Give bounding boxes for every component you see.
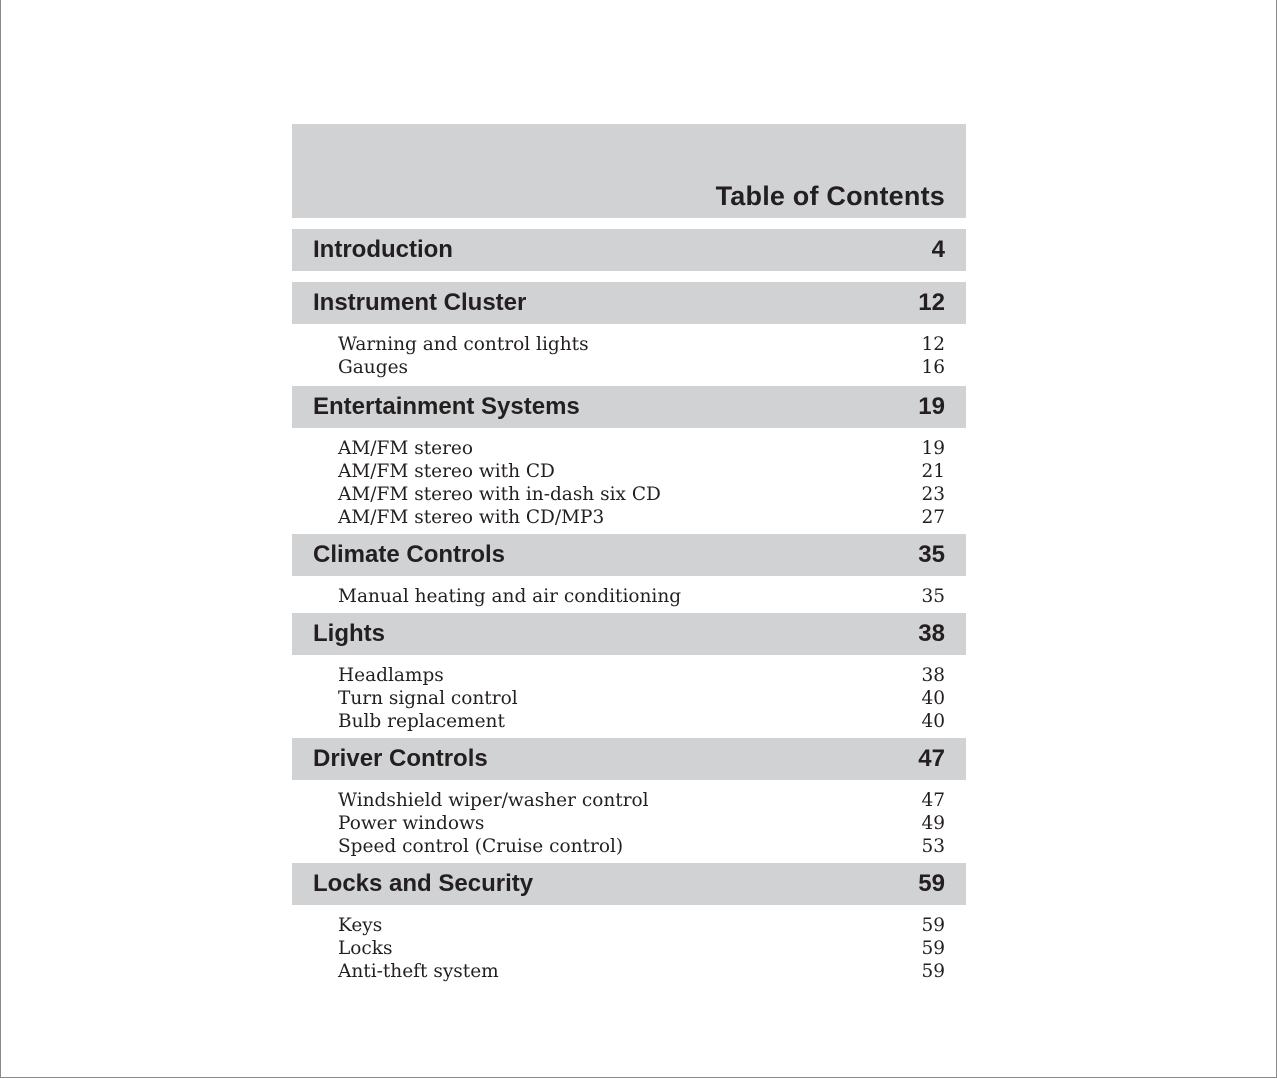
toc-entry[interactable] xyxy=(338,506,945,529)
section-heading[interactable] xyxy=(292,534,966,576)
section-title: Introduction xyxy=(313,236,453,263)
toc-section-entertainment-systems xyxy=(292,386,966,532)
section-entries xyxy=(292,780,966,861)
section-entries xyxy=(292,655,966,736)
toc-section-lights xyxy=(292,613,966,736)
section-page-number: 59 xyxy=(918,870,945,897)
entry-page-number: 59 xyxy=(921,938,945,959)
toc-header xyxy=(292,124,966,218)
entry-label: Headlamps xyxy=(338,665,444,686)
entry-page-number: 12 xyxy=(921,334,945,355)
entry-page-number: 27 xyxy=(921,507,945,528)
section-title: Instrument Cluster xyxy=(313,289,527,316)
entry-label: AM/FM stereo with in-dash six CD xyxy=(338,484,661,505)
entry-page-number: 19 xyxy=(921,438,945,459)
toc-entry[interactable] xyxy=(338,664,945,687)
section-entries xyxy=(292,576,966,611)
section-heading[interactable] xyxy=(292,229,966,271)
section-page-number: 19 xyxy=(918,393,945,420)
section-heading[interactable] xyxy=(292,863,966,905)
toc-entry[interactable] xyxy=(338,460,945,483)
toc-entry[interactable] xyxy=(338,687,945,710)
toc-section-climate-controls xyxy=(292,534,966,611)
entry-label: Anti-theft system xyxy=(338,961,499,982)
section-title: Locks and Security xyxy=(313,870,534,897)
toc-entry[interactable] xyxy=(338,333,945,356)
section-page-number: 38 xyxy=(918,620,945,647)
section-heading[interactable] xyxy=(292,613,966,655)
entry-page-number: 40 xyxy=(921,688,945,709)
section-heading[interactable] xyxy=(292,738,966,780)
toc-entry[interactable] xyxy=(338,812,945,835)
section-entries xyxy=(292,428,966,532)
toc-entry[interactable] xyxy=(338,483,945,506)
section-entries xyxy=(292,905,966,986)
section-page-number: 35 xyxy=(918,541,945,568)
entry-label: Speed control (Cruise control) xyxy=(338,836,624,857)
entry-page-number: 38 xyxy=(921,665,945,686)
section-page-number: 4 xyxy=(931,236,945,263)
toc-entry[interactable] xyxy=(338,585,945,608)
toc-entry[interactable] xyxy=(338,789,945,812)
entry-page-number: 23 xyxy=(921,484,945,505)
section-title: Entertainment Systems xyxy=(313,393,580,420)
table-of-contents xyxy=(292,124,966,986)
entry-label: Keys xyxy=(338,915,383,936)
toc-entry[interactable] xyxy=(338,710,945,733)
toc-entry[interactable] xyxy=(338,960,945,983)
entry-label: Power windows xyxy=(338,813,485,834)
entry-page-number: 53 xyxy=(921,836,945,857)
section-page-number: 47 xyxy=(918,745,945,772)
entry-page-number: 59 xyxy=(921,915,945,936)
entry-label: Windshield wiper/washer control xyxy=(338,790,649,811)
entry-page-number: 47 xyxy=(921,790,945,811)
section-title: Lights xyxy=(313,620,385,647)
section-entries xyxy=(292,324,966,382)
toc-section-locks-and-security xyxy=(292,863,966,986)
toc-section-driver-controls xyxy=(292,738,966,861)
toc-entry[interactable] xyxy=(338,437,945,460)
entry-label: Gauges xyxy=(338,357,409,378)
toc-entry[interactable] xyxy=(338,937,945,960)
entry-label: AM/FM stereo with CD xyxy=(338,461,555,482)
toc-section-instrument-cluster xyxy=(292,282,966,382)
entry-label: AM/FM stereo with CD/MP3 xyxy=(338,507,605,528)
entry-page-number: 49 xyxy=(921,813,945,834)
entry-page-number: 59 xyxy=(921,961,945,982)
toc-entry[interactable] xyxy=(338,835,945,858)
entry-label: Bulb replacement xyxy=(338,711,505,732)
entry-label: AM/FM stereo xyxy=(338,438,474,459)
entry-page-number: 16 xyxy=(921,357,945,378)
section-title: Climate Controls xyxy=(313,541,506,568)
entry-page-number: 35 xyxy=(921,586,945,607)
section-title: Driver Controls xyxy=(313,745,488,772)
toc-entry[interactable] xyxy=(338,356,945,379)
entry-label: Locks xyxy=(338,938,393,959)
section-heading[interactable] xyxy=(292,282,966,324)
toc-section-introduction xyxy=(292,229,966,271)
toc-entry[interactable] xyxy=(338,914,945,937)
entry-label: Manual heating and air conditioning xyxy=(338,586,682,607)
section-page-number: 12 xyxy=(918,289,945,316)
page-title: Table of Contents xyxy=(715,181,945,211)
entry-page-number: 40 xyxy=(921,711,945,732)
entry-page-number: 21 xyxy=(921,461,945,482)
entry-label: Turn signal control xyxy=(338,688,518,709)
entry-label: Warning and control lights xyxy=(338,334,589,355)
section-heading[interactable] xyxy=(292,386,966,428)
